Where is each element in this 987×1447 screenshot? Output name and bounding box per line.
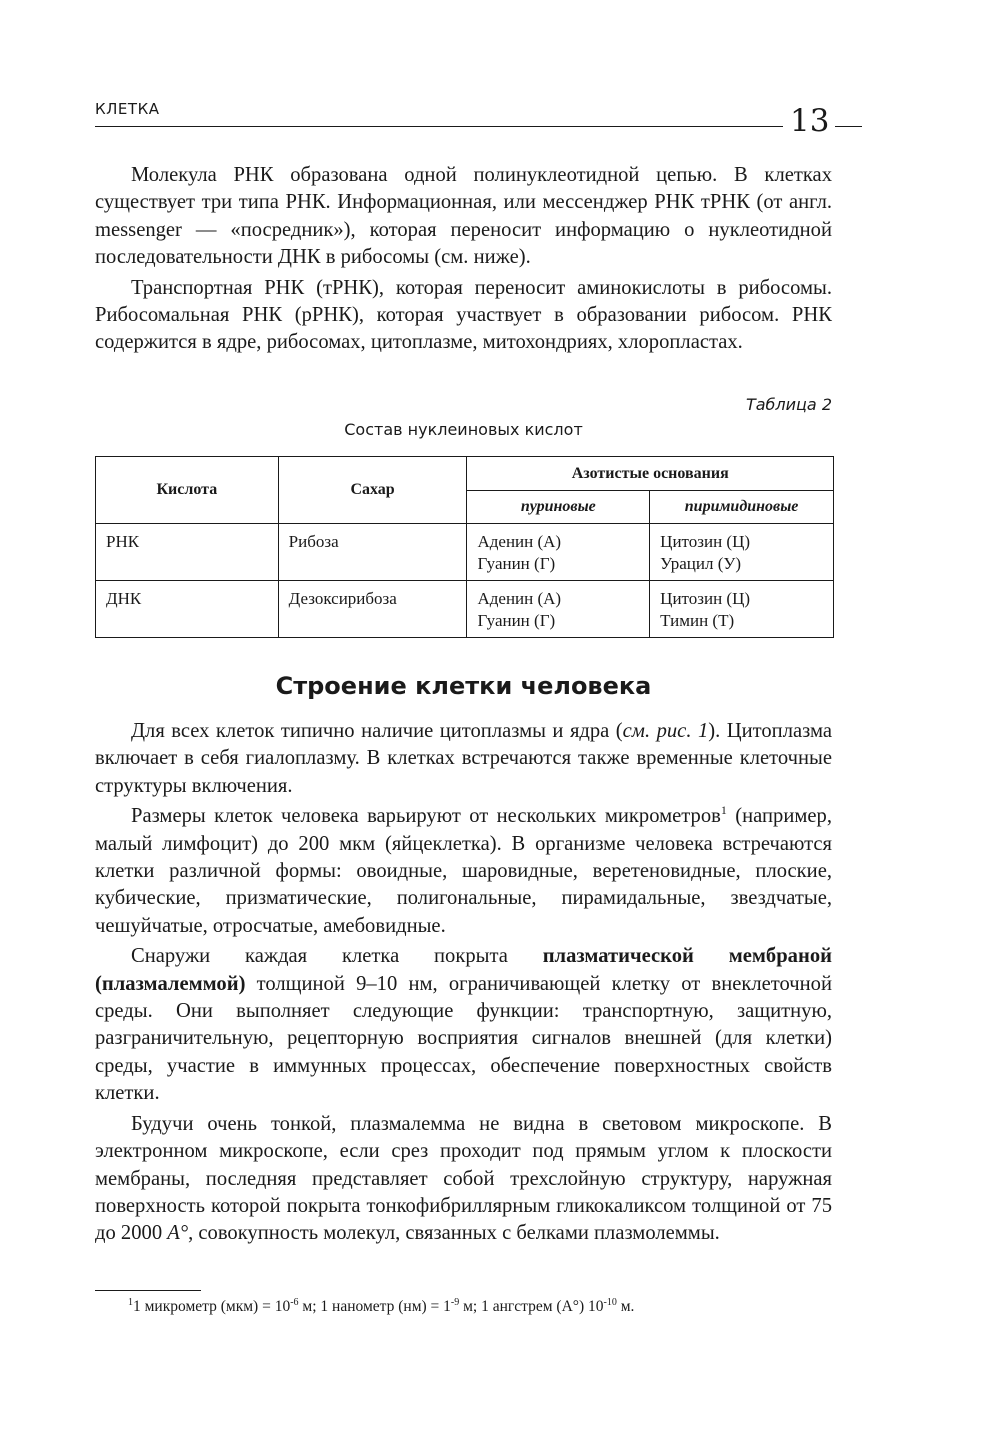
intro-text [95,162,832,357]
running-header: КЛЕТКА [95,100,160,118]
section-text [95,718,832,1248]
exponent: -10 [603,1296,617,1308]
text-run: Будучи очень тонкой, плазмалемма не видна в световом микроскопе. В электронном микроскопе, если срез проходит под прямым углом к плоскости мембраны, последняя представляет собой трехслойную структуру, наружная поверхность которой покрыта тонкофибриллярным гликокаликсом толщиной от 75 до 2000 [95,1112,832,1245]
paragraph [95,1111,832,1248]
cell-sugar: Дезоксирибоза [278,581,467,638]
base-item: Цитозин (Ц) [660,532,751,551]
page-number-rule [835,126,862,127]
cell-purine [467,524,650,581]
unit-symbol: А° [167,1222,189,1245]
text-run: (например, малый лимфоцит) до 200 мкм (яйцеклетка). В организме человека встречаются клетки различной формы: овоидные, шаровидные, веретеновидные, плоские, кубические, призматические, полигональные, пирамидальные, звездчатые, чешуйчатые, отросчатые, амебовидные. [95,805,832,937]
exponent: -6 [290,1296,299,1308]
footnote [128,1298,634,1316]
header-sugar: Сахар [278,457,467,524]
base-item: Цитозин (Ц) [660,589,751,608]
text-run: ). Цитоплазма включает в себя гиалоплазму. В клетках встречаются также временные клеточные структуры включения. [95,720,832,797]
cell-pyrimidine [650,524,834,581]
exponent: -9 [450,1296,460,1308]
header-purine: пуриновые [467,491,650,524]
text-run: Снаружи каждая клетка покрыта [131,945,543,968]
header-acid: Кислота [96,457,279,524]
table-caption: Состав нуклеиновых кислот [344,420,583,439]
bold-term: плазматической мембраной (плазмалеммой) [95,945,832,995]
text-run: , совокупность молекул, связанных с белками плазмолеммы. [188,1222,720,1245]
footnote-marker: 1 [720,803,727,818]
section-title: Строение клетки человека [275,672,652,700]
table-row [96,581,834,638]
text-run: 1 микрометр (мкм) = 10 [133,1298,291,1315]
cell-sugar: Рибоза [278,524,467,581]
page-number: 13 [790,103,830,139]
header-bases: Азотистые основания [467,457,834,491]
table-row [96,524,834,581]
paragraph [95,803,832,940]
table-label: Таблица 2 [745,395,832,414]
cell-acid: ДНК [96,581,279,638]
base-item: Гуанин (Г) [477,554,556,573]
text-run: м. [616,1298,635,1315]
paragraph [95,943,832,1107]
text-run: Для всех клеток типично наличие цитоплазмы и ядра ( [131,720,623,742]
cell-pyrimidine [650,581,834,638]
base-item: Тимин (Т) [660,611,735,630]
cell-acid: РНК [96,524,279,581]
nucleic-acids-table [95,456,834,638]
base-item: Урацил (У) [660,554,742,573]
text-run: Размеры клеток человека варьируют от нескольких микрометров [131,805,721,828]
base-item: Гуанин (Г) [477,611,556,630]
cell-purine [467,581,650,638]
paragraph: Транспортная РНК (тРНК), которая переносит аминокислоты в рибосомы. Рибосомальная РНК (рРНК), которая участвует в образовании рибосом. РНК содержится в ядре, рибосомах, цитоплазме, митохондриях, хлоропластах. [95,276,832,354]
header-rule [95,126,783,127]
footnote-marker: 1 [128,1296,133,1308]
header-pyrimidine: пиримидиновые [650,491,834,524]
paragraph: Молекула РНК образована одной полинуклеотидной цепью. В клетках существует три типа РНК. Информационная, или мессенджер РНК тРНК (от англ. messenger — «посредник»), которая переносит информацию о нуклеотидной последовательности ДНК в рибосомы (см. ниже). [95,164,832,269]
paragraph [95,718,832,800]
text-run: толщиной 9–10 нм, ограничивающей клетку от внеклеточной среды. Они выполняет следующие функции: транспортную, защитную, разграничительную, рецепторную восприятия сигналов внешней (для клетки) среды, участие в иммунных процессах, обеспечение поверхностных свойств клетки. [95,972,832,1105]
text-run: м; 1 нанометр (нм) = 1 [298,1298,451,1315]
figure-reference: см. рис. 1 [622,720,709,742]
text-run: м; 1 ангстрем (А°) 10 [459,1298,604,1315]
footnote-rule [95,1290,201,1291]
base-item: Аденин (А) [477,589,562,608]
base-item: Аденин (А) [477,532,562,551]
